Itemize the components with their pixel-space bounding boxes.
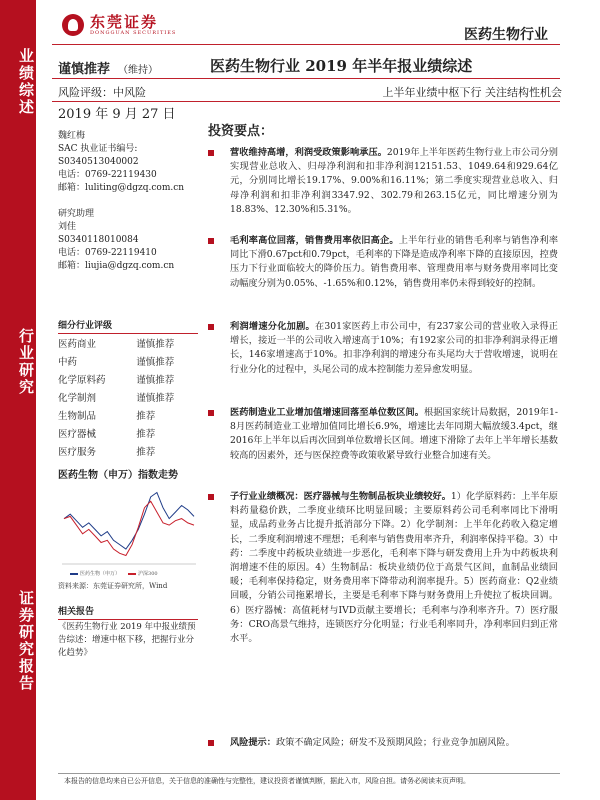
subsector-name: 医疗服务 bbox=[58, 447, 97, 458]
related-reports-heading: 相关报告 bbox=[58, 604, 198, 620]
bullet-item bbox=[208, 234, 558, 291]
footer-rule bbox=[58, 773, 560, 774]
report-title: 医药生物行业 2019 年半年报业绩综述 bbox=[210, 57, 473, 75]
subsector-rating: 推荐 bbox=[136, 411, 156, 422]
bullet-head: 利润增速分化加剧。 bbox=[230, 321, 315, 332]
rating-row bbox=[58, 370, 198, 388]
subsector-name: 生物制品 bbox=[58, 411, 97, 422]
analyst-block bbox=[58, 130, 198, 195]
assistant-line: 电话：0769-22119410 bbox=[58, 248, 157, 258]
rating-row bbox=[58, 424, 198, 442]
rating-row bbox=[58, 352, 198, 370]
subsector-rating: 谨慎推荐 bbox=[136, 375, 175, 386]
bullet-body: 政策不确定风险；研发不及预期风险；行业竞争加剧风险。 bbox=[275, 737, 515, 748]
bullet-square-icon bbox=[208, 324, 214, 330]
legend-label: 医药生物（申万） bbox=[80, 571, 121, 577]
subsector-name: 中药 bbox=[58, 357, 78, 368]
related-report-link[interactable]: 《医药生物行业 2019 年中报业绩预告综述：增速中枢下移，把握行业分化趋势》 bbox=[58, 622, 196, 658]
analyst-line: 邮箱：luliting@dgzq.com.cn bbox=[58, 183, 185, 193]
rating-row bbox=[58, 442, 198, 460]
subsector-name: 化学原料药 bbox=[58, 375, 106, 386]
bullet-item bbox=[208, 406, 558, 463]
bullet-square-icon bbox=[208, 740, 214, 746]
bullet-square-icon bbox=[208, 410, 214, 416]
bullet-square-icon bbox=[208, 150, 214, 156]
subsector-rating-heading: 细分行业评级 bbox=[58, 318, 198, 334]
bullet-body: 在301家医药上市公司中，有237家公司的营业收入录得正增长，接近一半的公司收入增速高于10%；有192家公司的扣非净利润录得正增长，146家增速高于10%。扣非净利润的增速分布头尾均大于营收增速，说明在行业分化的过程中，头尾公司的成本控制能力差异愈发明显。 bbox=[230, 321, 558, 375]
assistant-line: 邮箱：liujia@dgzq.com.cn bbox=[58, 261, 175, 271]
subsector-rating: 推荐 bbox=[136, 447, 156, 458]
risk-rating: 风险评级：中风险 bbox=[58, 86, 146, 99]
subsector-rating: 推荐 bbox=[136, 429, 156, 440]
series-line-1 bbox=[64, 501, 194, 555]
subsector-rating: 谨慎推荐 bbox=[136, 393, 175, 404]
report-subtitle: 上半年业绩中枢下行 关注结构性机会 bbox=[382, 86, 562, 99]
bullet-body: 2019年上半年医药生物行业上市公司分别实现营业总收入、归母净利润和扣非净利润12151.53、1049.64和929.64亿元，分别同比增长19.17%、9.00%和16.11%；第二季度实现营业总收入、归母净利润和扣非净利润3347.92、302.79和263.15亿元，同比增速分别为18.83%、12.30%和5.31%。 bbox=[230, 147, 558, 215]
analyst-line: 电话：0769-22119430 bbox=[58, 170, 157, 180]
title-rule bbox=[52, 78, 560, 79]
bullet-item bbox=[208, 146, 558, 217]
legend-swatch bbox=[128, 573, 136, 575]
bullet-item bbox=[208, 736, 558, 750]
logo-subtext: DONGGUAN SECURITIES bbox=[90, 30, 177, 36]
report-date: 2019 年 9 月 27 日 bbox=[58, 107, 176, 122]
sidebar-label-summary: 业绩综述 bbox=[17, 48, 35, 116]
bullet-body: 上半年行业的销售毛利率与销售净利率同比下滑0.67pct和0.79pct，毛利率的下降是造成净利率下降的直接原因，控费压力下行业面临较大的降价压力。销售费用率、管理费用率与财务费用率同比变动幅度分别为0.05%、-1.65%和0.12%，销售费用率仍未得到较好的控制。 bbox=[230, 235, 559, 289]
bullet-item bbox=[208, 320, 558, 377]
analyst-line: 魏红梅 bbox=[58, 131, 86, 141]
legend-item bbox=[128, 570, 158, 577]
subsector-rating-table bbox=[58, 334, 198, 460]
subsector-rating: 谨慎推荐 bbox=[136, 339, 175, 350]
assistant-line: S0340118010084 bbox=[58, 235, 139, 245]
rating-row bbox=[58, 334, 198, 352]
industry-label: 医药生物行业 bbox=[464, 27, 548, 43]
bullet-item bbox=[208, 490, 558, 646]
rating-row bbox=[58, 406, 198, 424]
rating-note: （维持） bbox=[118, 65, 159, 76]
report-date-block bbox=[58, 108, 198, 121]
rating-value: 谨慎推荐 bbox=[58, 62, 111, 77]
subsector-name: 医药商业 bbox=[58, 339, 97, 350]
bullet-body: 根据国家统计局数据，2019年1-8月医药制造业工业增加值同比增长6.9%，增速比去年同期大幅放缓3.4pct，继2016年上半年以后再次回到单位数增长区间。增速下滑除了去年上半年增长基数较高的因素外，还与医保控费等政策收紧导致行业整合加速有关。 bbox=[230, 407, 558, 461]
sidebar-label-industry: 行业研究 bbox=[17, 328, 35, 396]
bullet-head: 医药制造业工业增加值增速回落至单位数区间。 bbox=[230, 407, 424, 418]
investment-points-heading: 投资要点： bbox=[208, 124, 274, 139]
bullet-body: 1）化学原料药：上半年原料药量稳价跌，二季度业绩环比明显回暖；主要原料药公司毛利率同比下滑明显，成品药业务占比提升抵消部分下降。2）化学制剂：上半年化药收入稳定增长，二季度利润增速不理想；毛利率与销售费用率齐升，利润率保持平稳。3）中药：二季度中药板块业绩进一步恶化，毛利率下降与研发费用上升为中药板块利润增速不佳的原因。4）生物制品：板块业绩仍位于高景气区间，血制品业绩回暖；毛利率保持稳定，财务费用率下降带动利润率提升。5）医药商业：Q2业绩回暖，分销公司拖累增长，主要是毛利率下降与财务费用上升使拉了板块回调。6）医疗器械：高值耗材与IVD贡献主要增长；毛利率与净利率齐升。7）医疗服务：CRO高景气维持，连锁医疗分化明显；行业毛利率同升，净利率回归到正常水平。 bbox=[230, 491, 558, 645]
assistant-line: 刘佳 bbox=[58, 222, 77, 232]
header-rule bbox=[52, 44, 560, 45]
logo bbox=[62, 14, 176, 36]
assistant-block bbox=[58, 208, 198, 273]
analyst-line: S0340513040002 bbox=[58, 157, 139, 167]
sidebar bbox=[0, 0, 36, 800]
footer-disclaimer: 本报告的信息均来自已公开信息，关于信息的准确性与完整性，建议投资者谨慎判断，据此入市，风险自担。请务必阅读末页声明。 bbox=[64, 777, 470, 785]
analyst-line: SAC 执业证书编号: bbox=[58, 144, 138, 154]
chart-title: 医药生物（申万）指数走势 bbox=[58, 470, 178, 481]
subsector-rating: 谨慎推荐 bbox=[136, 357, 175, 368]
subsector-name: 化学制剂 bbox=[58, 393, 97, 404]
chart-source: 资料来源：东莞证券研究所，Wind bbox=[58, 582, 168, 590]
index-trend-chart bbox=[58, 482, 198, 568]
chart-legend bbox=[70, 570, 158, 577]
subsector-name: 医疗器械 bbox=[58, 429, 97, 440]
bullet-head: 毛利率高位回落，销售费用率依旧高企。 bbox=[230, 235, 399, 246]
subtitle-rule bbox=[52, 101, 560, 102]
rating-row bbox=[58, 388, 198, 406]
legend-swatch bbox=[70, 573, 78, 575]
rating bbox=[58, 58, 158, 77]
bullet-square-icon bbox=[208, 238, 214, 244]
assistant-line: 研究助理 bbox=[58, 209, 95, 219]
bullet-square-icon bbox=[208, 494, 214, 500]
legend-item bbox=[70, 570, 120, 577]
sidebar-label-report: 证券研究报告 bbox=[17, 590, 35, 692]
bullet-head: 风险提示： bbox=[230, 737, 276, 748]
bullet-head: 子行业业绩概况：医疗器械与生物制品板块业绩较好。 bbox=[230, 491, 451, 502]
bullet-head: 营收维持高增，利润受政策影响承压。 bbox=[230, 147, 387, 158]
legend-label: 沪深300 bbox=[138, 571, 158, 577]
logo-text: 东莞证券 bbox=[90, 13, 159, 31]
logo-icon bbox=[62, 14, 84, 36]
